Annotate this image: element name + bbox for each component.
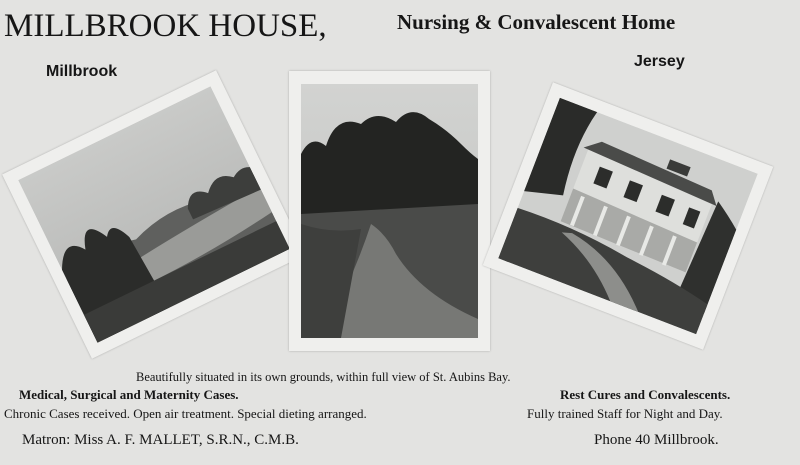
photo-grounds <box>2 70 306 359</box>
location-right: Jersey <box>634 53 685 70</box>
services-text-left: Chronic Cases received. Open air treatment. Special dieting arranged. <box>4 406 367 421</box>
page-subtitle: Nursing & Convalescent Home <box>397 10 676 34</box>
photo-grounds-image <box>18 86 290 342</box>
photo-driveway <box>289 71 490 351</box>
services-heading-right: Rest Cures and Convalescents. <box>560 387 731 402</box>
services-heading-left: Medical, Surgical and Maternity Cases. <box>19 387 239 402</box>
services-text-right: Fully trained Staff for Night and Day. <box>527 406 723 421</box>
photo-house-image <box>498 98 758 335</box>
photo-house <box>483 82 774 350</box>
matron-line: Matron: Miss A. F. MALLET, S.R.N., C.M.B. <box>22 432 299 448</box>
location-left: Millbrook <box>46 63 118 80</box>
page-title: MILLBROOK HOUSE, <box>4 8 327 44</box>
phone-line: Phone 40 Millbrook. <box>594 432 719 448</box>
situation-text: Beautifully situated in its own grounds, within full view of St. Aubins Bay. <box>136 370 511 384</box>
photo-driveway-image <box>301 84 478 338</box>
